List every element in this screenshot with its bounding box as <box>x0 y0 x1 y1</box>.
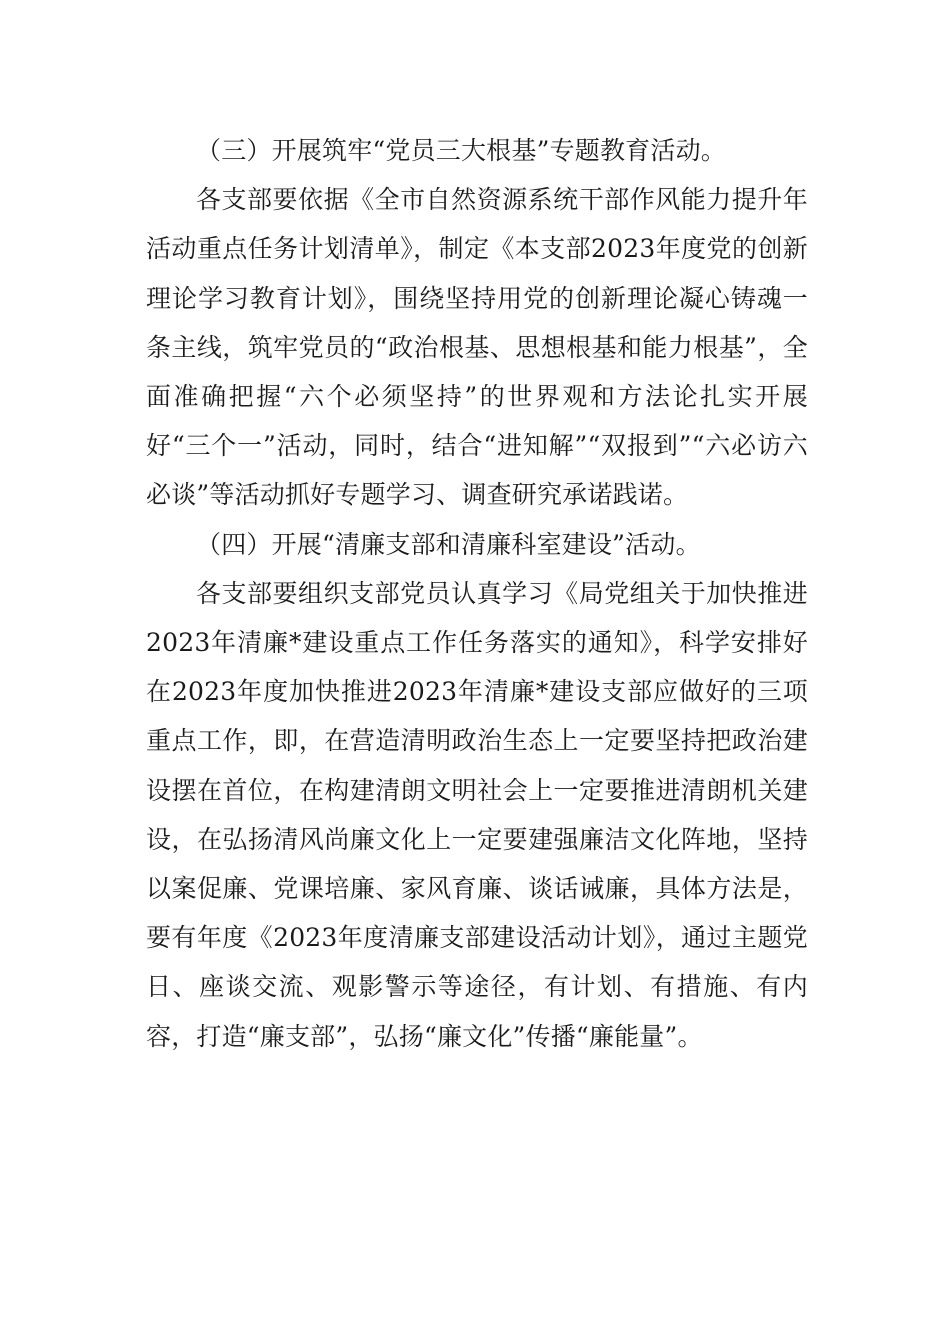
document-body <box>146 126 808 1061</box>
section-heading-3: （三）开展筑牢“党员三大根基”专题教育活动。 <box>196 136 726 165</box>
section-heading-4: （四）开展“清廉支部和清廉科室建设”活动。 <box>196 529 701 559</box>
body-paragraph-3: 各支部要依据《全市自然资源系统干部作风能力提升年活动重点任务计划清单》，制定《本支部2023年度党的创新理论学习教育计划》，围绕坚持用党的创新理论凝心铸魂一条主线，筑牢党员的“政治根基、思想根基和能力根基”，全面准确把握“六个必须坚持”的世界观和方法论扎实开展好“三个一”活动，同时，结合“进知解”“双报到”“六必访六必谈”等活动抓好专题学习、调查研究承诺践诺。 <box>146 185 808 510</box>
body-paragraph-4: 各支部要组织支部党员认真学习《局党组关于加快推进2023年清廉*建设重点工作任务落实的通知》，科学安排好在2023年度加快推进2023年清廉*建设支部应做好的三项重点工作，即，在营造清明政治生态上一定要坚持把政治建设摆在首位，在构建清朗文明社会上一定要推进清朗机关建设，在弘扬清风尚廉文化上一定要建强廉洁文化阵地，坚持以案促廉、党课培廉、家风育廉、谈话诫廉，具体方法是，要有年度《2023年度清廉支部建设活动计划》，通过主题党日、座谈交流、观影警示等途径，有计划、有措施、有内容，打造“廉支部”，弘扬“廉文化”传播“廉能量”。 <box>146 578 808 1051</box>
